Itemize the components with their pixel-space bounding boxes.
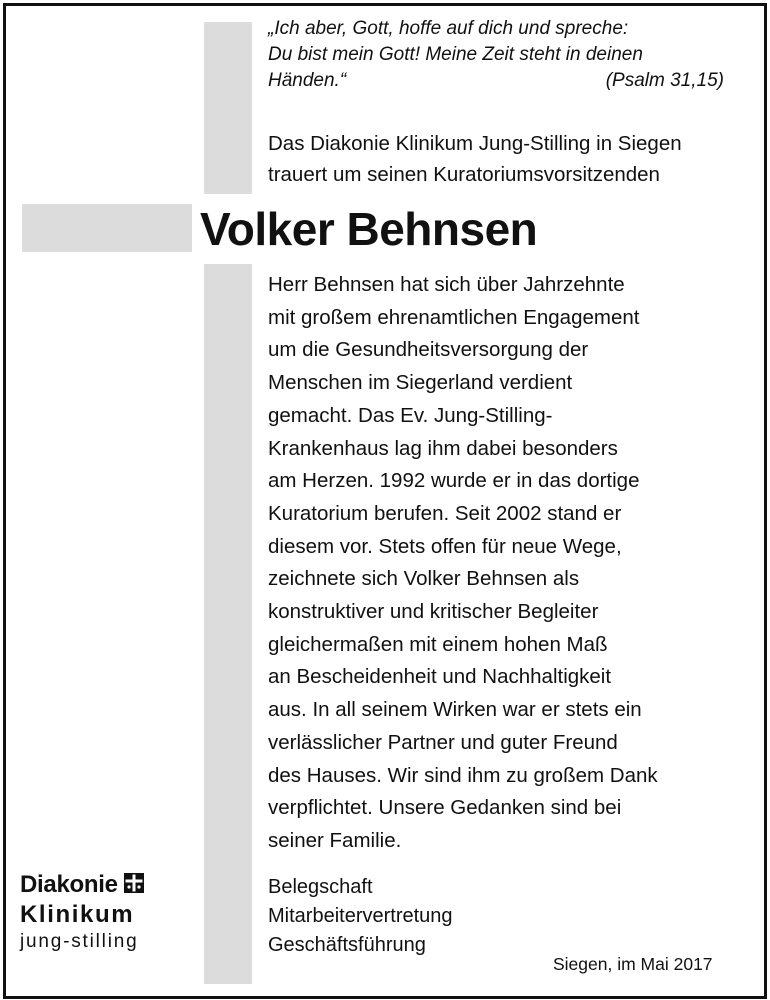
body-line: verlässlicher Partner und guter Freund xyxy=(268,730,618,754)
logo-line-3: jung-stilling xyxy=(20,931,139,952)
intro-text xyxy=(268,128,758,190)
body-line: mit großem ehrenamtlichen Engagement xyxy=(268,305,640,329)
quote-line: „Ich aber, Gott, hoffe auf dich und spreche: xyxy=(268,18,629,39)
deceased-name: Volker Behnsen xyxy=(200,203,538,255)
body-line: seiner Familie. xyxy=(268,828,402,852)
body-line: verpflichtet. Unsere Gedanken sind bei xyxy=(268,796,622,820)
body-line: an Bescheidenheit und Nachhaltigkeit xyxy=(268,665,612,689)
place-date: Siegen, im Mai 2017 xyxy=(553,954,713,974)
body-line: diesem vor. Stets offen für neue Wege, xyxy=(268,534,622,558)
body-line: Menschen im Siegerland verdient xyxy=(268,371,573,395)
body-line: am Herzen. 1992 wurde er in das dortige xyxy=(268,469,640,493)
body-line: aus. In all seinem Wirken war er stets ein xyxy=(268,698,642,722)
body-line: gemacht. Das Ev. Jung-Stilling- xyxy=(268,403,553,427)
cross-vertical-top xyxy=(204,22,252,194)
body-line: um die Gesundheitsversorgung der xyxy=(268,338,589,362)
cross-horizontal-arm xyxy=(22,204,192,252)
quote-reference: (Psalm 31,15) xyxy=(605,70,724,91)
intro-line: trauert um seinen Kuratoriumsvorsitzenden xyxy=(268,163,660,186)
body-line: Kuratorium berufen. Seit 2002 stand er xyxy=(268,501,622,525)
signer: Geschäftsführung xyxy=(268,934,426,956)
body-line: gleichermaßen mit einem hohen Maß xyxy=(268,632,608,656)
signers-list xyxy=(268,873,568,960)
quote-line: Du bist mein Gott! Meine Zeit steht in deinen xyxy=(268,44,643,65)
bible-quote xyxy=(268,16,738,94)
logo-word-diakonie: Diakonie xyxy=(20,871,118,898)
diakonie-klinikum-logo xyxy=(20,870,195,954)
intro-line: Das Diakonie Klinikum Jung-Stilling in Siegen xyxy=(268,132,682,155)
quote-line: Händen.“ xyxy=(268,70,347,91)
body-line: Krankenhaus lag ihm dabei besonders xyxy=(268,436,618,460)
body-line: zeichnete sich Volker Behnsen als xyxy=(268,567,580,591)
logo-line-1 xyxy=(20,870,195,900)
body-line: des Hauses. Wir sind ihm zu großem Dank xyxy=(268,763,658,787)
cross-vertical-bottom xyxy=(204,264,252,984)
obituary-body xyxy=(268,269,758,858)
signer: Belegschaft xyxy=(268,876,373,898)
logo-line-2: Klinikum xyxy=(20,901,135,928)
body-line: Herr Behnsen hat sich über Jahrzehnte xyxy=(268,273,625,296)
body-line: konstruktiver und kritischer Begleiter xyxy=(268,600,599,624)
signer: Mitarbeitervertretung xyxy=(268,905,453,927)
diakonie-cross-icon xyxy=(124,873,144,893)
